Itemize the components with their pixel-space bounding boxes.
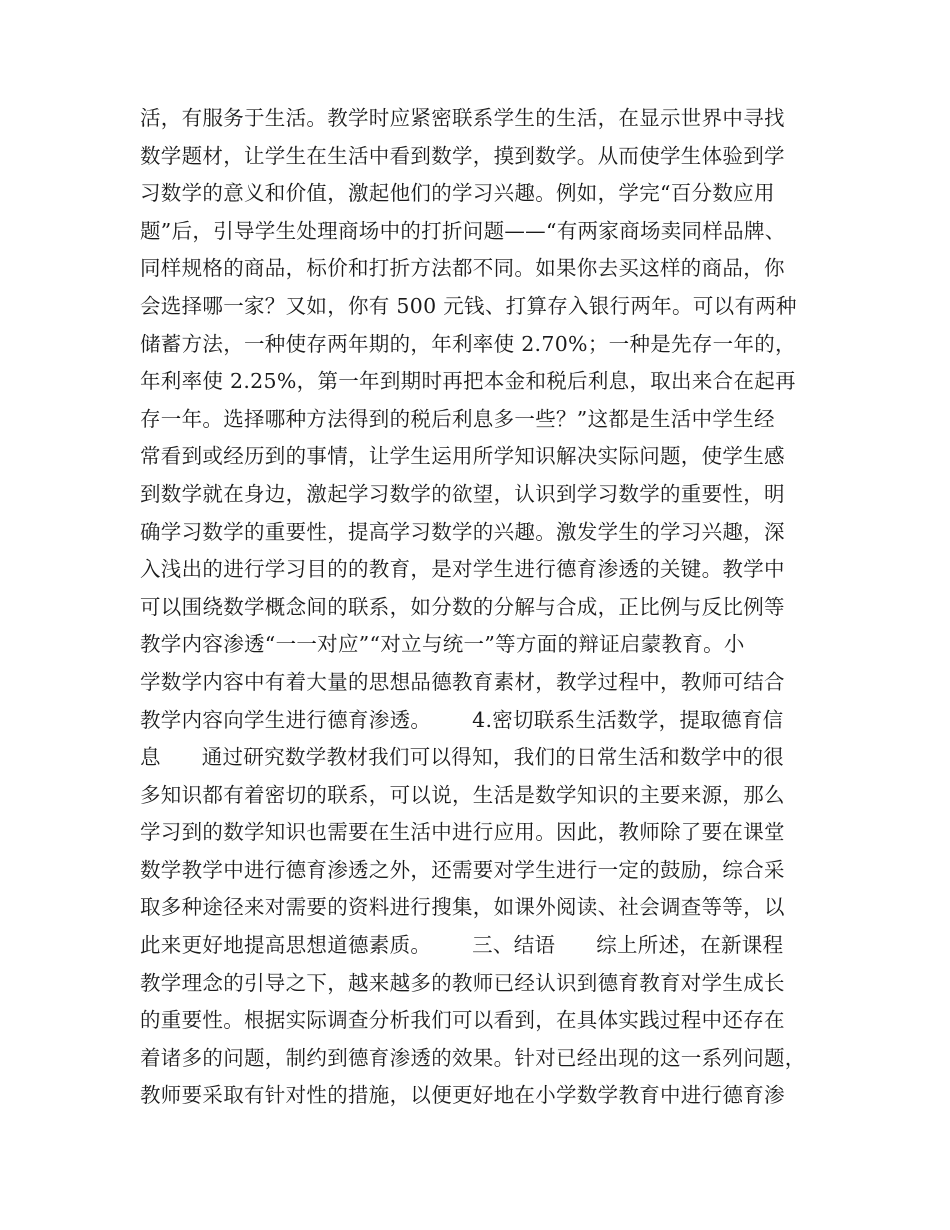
- text-line: 到数学就在身边，激起学习数学的欲望，认识到学习数学的重要性，明: [140, 481, 785, 506]
- text-line: 习数学的意义和价值，激起他们的学习兴趣。例如，学完“百分数应用: [140, 181, 775, 206]
- text-line: 此来更好地提高思想道德素质。 三、结语 综上所述，在新课程: [140, 933, 784, 958]
- text-line: 确学习数学的重要性，提高学习数学的兴趣。激发学生的学习兴趣，深: [140, 519, 785, 544]
- text-line: 年利率使 2.25%，第一年到期时再把本金和税后利息，取出来合在起再: [140, 369, 796, 394]
- text-line: 着诸多的问题，制约到德育渗透的效果。针对已经出现的这一系列问题，: [140, 1045, 806, 1070]
- text-line: 学数学内容中有着大量的思想品德教育素材，教学过程中，教师可结合: [140, 669, 785, 694]
- text-line: 学习到的数学知识也需要在生活中进行应用。因此，教师除了要在课堂: [140, 820, 785, 845]
- text-line: 存一年。选择哪种方法得到的税后利息多一些？”这都是生活中学生经: [140, 406, 775, 431]
- text-line: 的重要性。根据实际调查分析我们可以看到，在具体实践过程中还存在: [140, 1008, 785, 1033]
- text-line: 教学内容向学生进行德育渗透。 4.密切联系生活数学，提取德育信: [140, 707, 784, 732]
- text-line: 可以围绕数学概念间的联系，如分数的分解与合成，正比例与反比例等: [140, 594, 785, 619]
- text-line: 同样规格的商品，标价和打折方法都不同。如果你去买这样的商品，你: [140, 256, 785, 281]
- text-line: 常看到或经历到的事情，让学生运用所学知识解决实际问题，使学生感: [140, 444, 785, 469]
- body-text: [140, 100, 840, 1115]
- text-line: 会选择哪一家？又如，你有 500 元钱、打算存入银行两年。可以有两种: [140, 293, 797, 318]
- text-line: 多知识都有着密切的联系，可以说，生活是数学知识的主要来源，那么: [140, 782, 785, 807]
- text-line: 入浅出的进行学习目的的教育，是对学生进行德育渗透的关键。教学中: [140, 557, 785, 582]
- text-line: 教学理念的引导之下，越来越多的教师已经认识到德育教育对学生成长: [140, 970, 785, 995]
- text-line: 教师要采取有针对性的措施，以便更好地在小学数学教育中进行德育渗: [140, 1083, 785, 1108]
- text-line: 教学内容渗透“一一对应”“对立与统一”等方面的辩证启蒙教育。小: [140, 632, 745, 657]
- text-line: 数学题材，让学生在生活中看到数学，摸到数学。从而使学生体验到学: [140, 143, 785, 168]
- text-line: 题”后，引导学生处理商场中的打折问题——“有两家商场卖同样品牌、: [140, 218, 786, 243]
- text-line: 储蓄方法，一种使存两年期的，年利率使 2.70%；一种是先存一年的，: [140, 331, 796, 356]
- text-line: 息 通过研究数学教材我们可以得知，我们的日常生活和数学中的很: [140, 745, 785, 770]
- text-line: 取多种途径来对需要的资料进行搜集，如课外阅读、社会调查等等，以: [140, 895, 785, 920]
- text-line: 活，有服务于生活。教学时应紧密联系学生的生活，在显示世界中寻找: [140, 106, 785, 130]
- text-line: 数学教学中进行德育渗透之外，还需要对学生进行一定的鼓励，综合采: [140, 857, 785, 882]
